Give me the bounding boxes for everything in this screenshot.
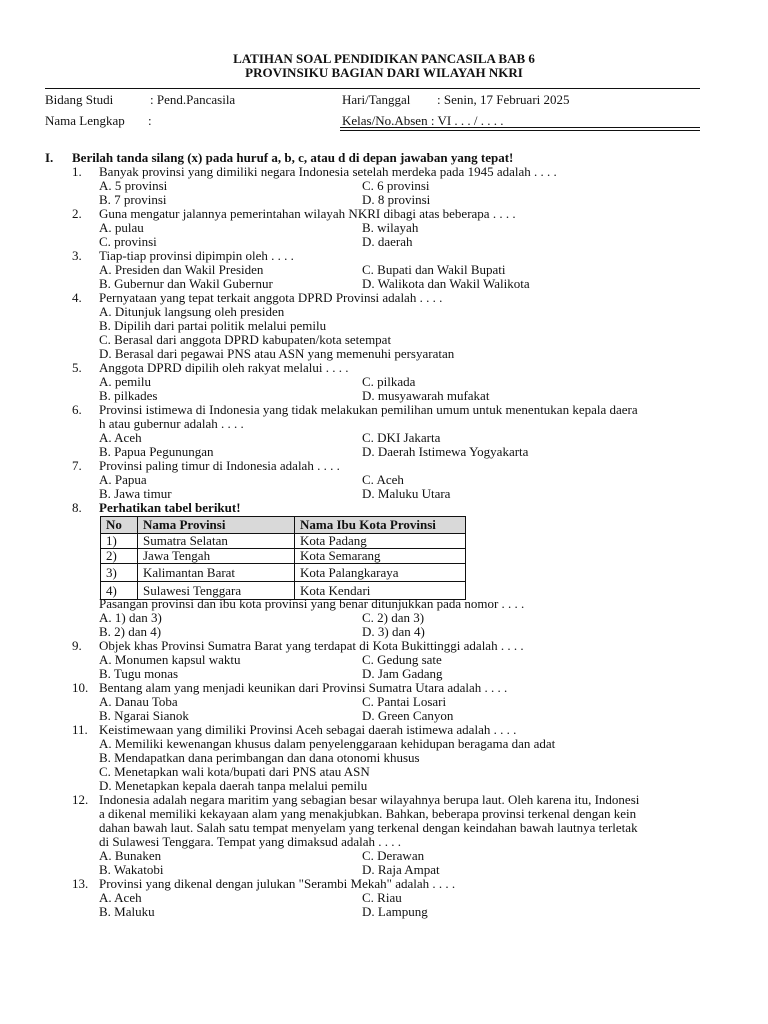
q6-text-cont: h atau gubernur adalah . . . .	[99, 416, 244, 431]
q10-text: Bentang alam yang menjadi keunikan dari Provinsi Sumatra Utara adalah . . . .	[99, 680, 508, 695]
table-row	[101, 564, 466, 582]
table-cell-province: Sumatra Selatan	[138, 534, 295, 549]
q12-option-a: A. Bunaken	[99, 848, 162, 863]
q8-number: 8.	[72, 500, 82, 515]
table-cell-no: 2)	[101, 549, 138, 564]
q13-option-a: A. Aceh	[99, 890, 142, 905]
q12-option-d: D. Raja Ampat	[362, 862, 440, 877]
q10-option-d: D. Green Canyon	[362, 708, 454, 723]
table-cell-province: Sulawesi Tenggara	[138, 582, 295, 600]
q7-number: 7.	[72, 458, 82, 473]
q10-option-b: B. Ngarai Sianok	[99, 708, 189, 723]
q12-option-c: C. Derawan	[362, 848, 425, 863]
q5-option-a: A. pemilu	[99, 374, 151, 389]
hari-value: : Senin, 17 Februari 2025	[437, 92, 570, 107]
q9-number: 9.	[72, 638, 82, 653]
q7-option-c: C. Aceh	[362, 472, 404, 487]
q3-option-b: B. Gubernur dan Wakil Gubernur	[99, 276, 273, 291]
q12-option-b: B. Wakatobi	[99, 862, 164, 877]
table-cell-no: 4)	[101, 582, 138, 600]
table-cell-capital: Kota Semarang	[295, 549, 466, 564]
q8-option-a: A. 1) dan 3)	[99, 610, 162, 625]
q11-text: Keistimewaan yang dimiliki Provinsi Aceh sebagai daerah istimewa adalah . . . .	[99, 722, 517, 737]
q4-number: 4.	[72, 290, 82, 305]
q4-option-b: B. Dipilih dari partai politik melalui pemilu	[99, 318, 327, 333]
nama-label: Nama Lengkap	[45, 113, 125, 128]
table-header-province: Nama Provinsi	[138, 517, 295, 534]
q11-option-a: A. Memiliki kewenangan khusus dalam penyelenggaraan kehidupan beragama dan adat	[99, 736, 556, 751]
section-instruction: Berilah tanda silang (x) pada huruf a, b, c, atau d di depan jawaban yang tepat!	[72, 150, 514, 165]
q5-option-c: C. pilkada	[362, 374, 416, 389]
table-row	[101, 534, 466, 549]
q8-question: Pasangan provinsi dan ibu kota provinsi yang benar ditunjukkan pada nomor . . . .	[99, 596, 525, 611]
q9-option-d: D. Jam Gadang	[362, 666, 443, 681]
q11-option-d: D. Menetapkan kepala daerah tanpa melalui pemilu	[99, 778, 368, 793]
table-cell-no: 3)	[101, 564, 138, 582]
table-header-row	[101, 517, 466, 534]
q13-option-b: B. Maluku	[99, 904, 155, 919]
kelas-underline-2	[340, 130, 700, 131]
table-cell-capital: Kota Padang	[295, 534, 466, 549]
q9-option-b: B. Tugu monas	[99, 666, 179, 681]
nama-value: :	[148, 113, 152, 128]
province-table	[100, 516, 466, 600]
q2-option-b: B. wilayah	[362, 220, 419, 235]
q1-option-c: C. 6 provinsi	[362, 178, 430, 193]
q7-option-a: A. Papua	[99, 472, 147, 487]
hari-label: Hari/Tanggal	[342, 92, 411, 107]
q5-number: 5.	[72, 360, 82, 375]
q13-option-d: D. Lampung	[362, 904, 428, 919]
q5-option-b: B. pilkades	[99, 388, 158, 403]
q9-option-c: C. Gedung sate	[362, 652, 442, 667]
q3-text: Tiap-tiap provinsi dipimpin oleh . . . .	[99, 248, 294, 263]
bidang-value: : Pend.Pancasila	[150, 92, 236, 107]
q1-text: Banyak provinsi yang dimiliki negara Indonesia setelah merdeka pada 1945 adalah . . . .	[99, 164, 557, 179]
q7-option-d: D. Maluku Utara	[362, 486, 451, 501]
q2-option-c: C. provinsi	[99, 234, 157, 249]
q5-text: Anggota DPRD dipilih oleh rakyat melalui . . . .	[99, 360, 349, 375]
table-cell-capital: Kota Palangkaraya	[295, 564, 466, 582]
q8-option-b: B. 2) dan 4)	[99, 624, 162, 639]
q10-option-a: A. Danau Toba	[99, 694, 178, 709]
q6-option-b: B. Papua Pegunungan	[99, 444, 214, 459]
q1-option-a: A. 5 provinsi	[99, 178, 168, 193]
table-header-capital: Nama Ibu Kota Provinsi	[295, 517, 466, 534]
table-cell-no: 1)	[101, 534, 138, 549]
q1-option-d: D. 8 provinsi	[362, 192, 431, 207]
q1-number: 1.	[72, 164, 82, 179]
q13-text: Provinsi yang dikenal dengan julukan "Serambi Mekah" adalah . . . .	[99, 876, 456, 891]
q6-option-c: C. DKI Jakarta	[362, 430, 441, 445]
title-line-1: LATIHAN SOAL PENDIDIKAN PANCASILA BAB 6	[233, 51, 535, 66]
q13-number: 13.	[72, 876, 89, 891]
q12-text-cont-2: dahan bawah laut. Salah satu tempat menyelam yang terkenal dengan keindahan bawah lautnya terletak	[99, 820, 638, 835]
q10-number: 10.	[72, 680, 89, 695]
q6-text: Provinsi istimewa di Indonesia yang tidak melakukan pemilihan umum untuk menentukan kepala daera	[99, 402, 638, 417]
table-cell-province: Jawa Tengah	[138, 549, 295, 564]
q3-number: 3.	[72, 248, 82, 263]
q5-option-d: D. musyawarah mufakat	[362, 388, 490, 403]
q12-number: 12.	[72, 792, 89, 807]
q8-option-d: D. 3) dan 4)	[362, 624, 425, 639]
q3-option-c: C. Bupati dan Wakil Bupati	[362, 262, 506, 277]
title-line-2: PROVINSIKU BAGIAN DARI WILAYAH NKRI	[245, 65, 523, 80]
q8-option-c: C. 2) dan 3)	[362, 610, 425, 625]
q12-text: Indonesia adalah negara maritim yang sebagian besar wilayahnya berupa laut. Oleh karena itu, Indonesi	[99, 792, 640, 807]
q11-number: 11.	[72, 722, 88, 737]
q6-option-d: D. Daerah Istimewa Yogyakarta	[362, 444, 529, 459]
q4-text: Pernyataan yang tepat terkait anggota DPRD Provinsi adalah . . . .	[99, 290, 443, 305]
q10-option-c: C. Pantai Losari	[362, 694, 447, 709]
q7-option-b: B. Jawa timur	[99, 486, 172, 501]
q6-option-a: A. Aceh	[99, 430, 142, 445]
q9-option-a: A. Monumen kapsul waktu	[99, 652, 241, 667]
q11-option-b: B. Mendapatkan dana perimbangan dan dana otonomi khusus	[99, 750, 420, 765]
table-cell-capital: Kota Kendari	[295, 582, 466, 600]
q12-text-cont-1: a dikenal memiliki kekayaan alam yang menakjubkan. Bahkan, beberapa provinsi terkenal dengan kein	[99, 806, 637, 821]
q13-option-c: C. Riau	[362, 890, 402, 905]
q4-option-d: D. Berasal dari pegawai PNS atau ASN yang memenuhi persyaratan	[99, 346, 455, 361]
q8-text: Perhatikan tabel berikut!	[99, 500, 241, 515]
section-number: I.	[45, 150, 54, 165]
q9-text: Objek khas Provinsi Sumatra Barat yang terdapat di Kota Bukittinggi adalah . . . .	[99, 638, 524, 653]
q2-number: 2.	[72, 206, 82, 221]
q4-option-a: A. Ditunjuk langsung oleh presiden	[99, 304, 285, 319]
kelas-text: Kelas/No.Absen : VI . . . / . . . .	[342, 113, 504, 128]
q6-number: 6.	[72, 402, 82, 417]
table-cell-province: Kalimantan Barat	[138, 564, 295, 582]
q3-option-a: A. Presiden dan Wakil Presiden	[99, 262, 264, 277]
header-divider	[45, 88, 700, 89]
q2-option-a: A. pulau	[99, 220, 144, 235]
table-row	[101, 549, 466, 564]
q7-text: Provinsi paling timur di Indonesia adalah . . . .	[99, 458, 340, 473]
bidang-label: Bidang Studi	[45, 92, 114, 107]
q1-option-b: B. 7 provinsi	[99, 192, 167, 207]
kelas-underline-1	[340, 127, 700, 128]
q2-option-d: D. daerah	[362, 234, 413, 249]
q3-option-d: D. Walikota dan Wakil Walikota	[362, 276, 530, 291]
q2-text: Guna mengatur jalannya pemerintahan wilayah NKRI dibagi atas beberapa . . . .	[99, 206, 516, 221]
q11-option-c: C. Menetapkan wali kota/bupati dari PNS atau ASN	[99, 764, 370, 779]
q4-option-c: C. Berasal dari anggota DPRD kabupaten/kota setempat	[99, 332, 392, 347]
q12-text-cont-3: di Sulawesi Tenggara. Tempat yang dimaksud adalah . . . .	[99, 834, 402, 849]
table-header-no: No	[101, 517, 138, 534]
